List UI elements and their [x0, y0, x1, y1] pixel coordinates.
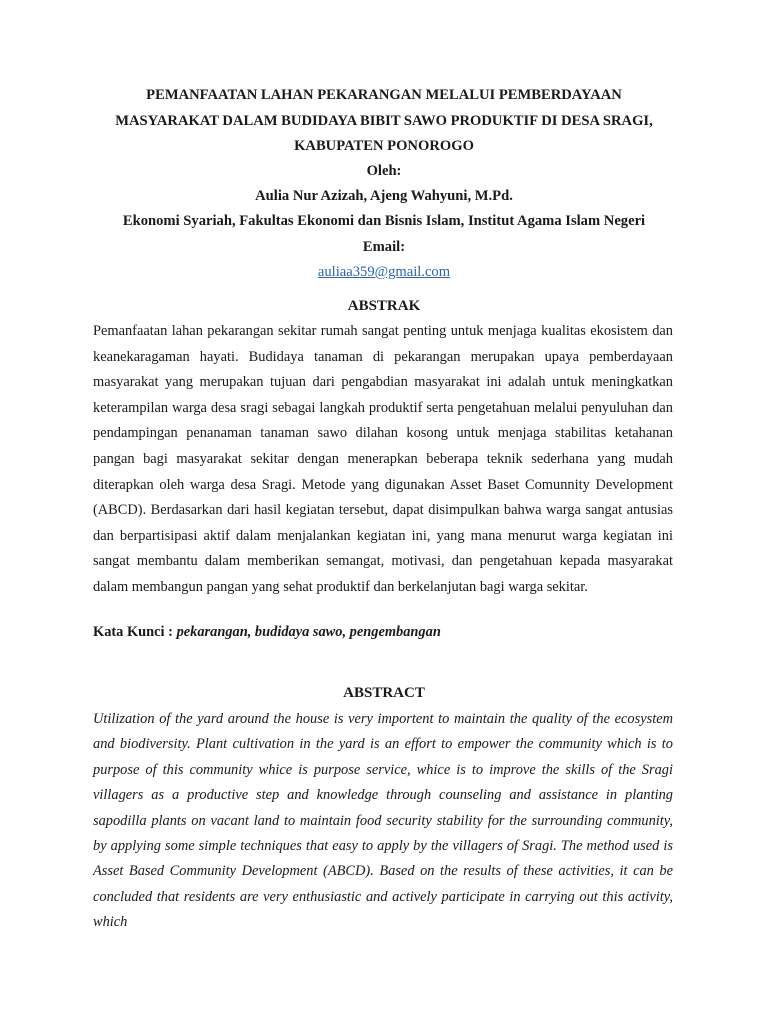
title-line-1: PEMANFAATAN LAHAN PEKARANGAN MELALUI PEMBERDAYAAN — [146, 87, 622, 103]
by-label: Oleh: — [366, 163, 402, 179]
abstrak-body: Pemanfaatan lahan pekarangan sekitar rumah sangat penting untuk menjaga kualitas ekosistem dan keanekaragaman hayati. Budidaya tanaman di pekarangan merupakan upaya pemberdayaan masyarakat yang merupakan tujuan dari pengabdian masyarakat ini adalah untuk meningkatkan keterampilan warga desa sragi sebagai langkah produktif serta pengetahuan melalui penyuluhan dan pendampingan penanaman tanaman sawo dilahan kosong untuk menjaga stabilitas ketahanan pangan bagi masyarakat sekitar dengan menerapkan beberapa teknik sederhana yang mudah diterapkan oleh warga desa Sragi. Metode yang digunakan Asset Baset Comunnity Development (ABCD). Berdasarkan dari hasil kegiatan tersebut, dapat disimpulkan bahwa warga sangat antusias dan berpartisipasi aktif dalam menjalankan kegiatan ini, yang mana menurut warga kegiatan ini sangat membantu dalam memberikan semangat, motivasi, dan pengetahuan kepada masyarakat dalam membangun pangan yang sehat produktif dan berkelanjutan bagi warga sekitar. — [93, 323, 673, 595]
authors: Aulia Nur Azizah, Ajeng Wahyuni, M.Pd. — [255, 188, 513, 204]
abstract-heading: ABSTRACT — [343, 685, 425, 701]
abstrak-heading: ABSTRAK — [347, 298, 421, 314]
title-line-3: KABUPATEN PONOROGO — [294, 138, 474, 154]
keywords — [93, 624, 441, 641]
email-label: Email: — [362, 239, 406, 255]
abstract-body: Utilization of the yard around the house is very importent to maintain the quality of the ecosystem and biodiversity. Plant cultivation in the yard is an effort to empower the community which is to purpose of this community whice is purpose service, whice is to improve the skills of the Sragi villagers as a productive step and knowledge through counseling and assistance in planting sapodilla plants on vacant land to maintain food security stability for the surrounding community, by applying some simple techniques that easy to apply by the villagers of Sragi. The method used is Asset Based Community Development (ABCD). Based on the results of these activities, it can be concluded that residents are very enthusiastic and actively participate in carrying out this activity, which — [93, 711, 673, 931]
keywords-label: Kata Kunci : — [93, 624, 173, 640]
keywords-value: pekarangan, budidaya sawo, pengembangan — [176, 624, 441, 640]
title-line-2: MASYARAKAT DALAM BUDIDAYA BIBIT SAWO PRODUKTIF DI DESA SRAGI, — [115, 113, 653, 129]
affiliation: Ekonomi Syariah, Fakultas Ekonomi dan Bisnis Islam, Institut Agama Islam Negeri — [122, 213, 646, 229]
email-link[interactable]: auliaa359@gmail.com — [317, 264, 451, 280]
